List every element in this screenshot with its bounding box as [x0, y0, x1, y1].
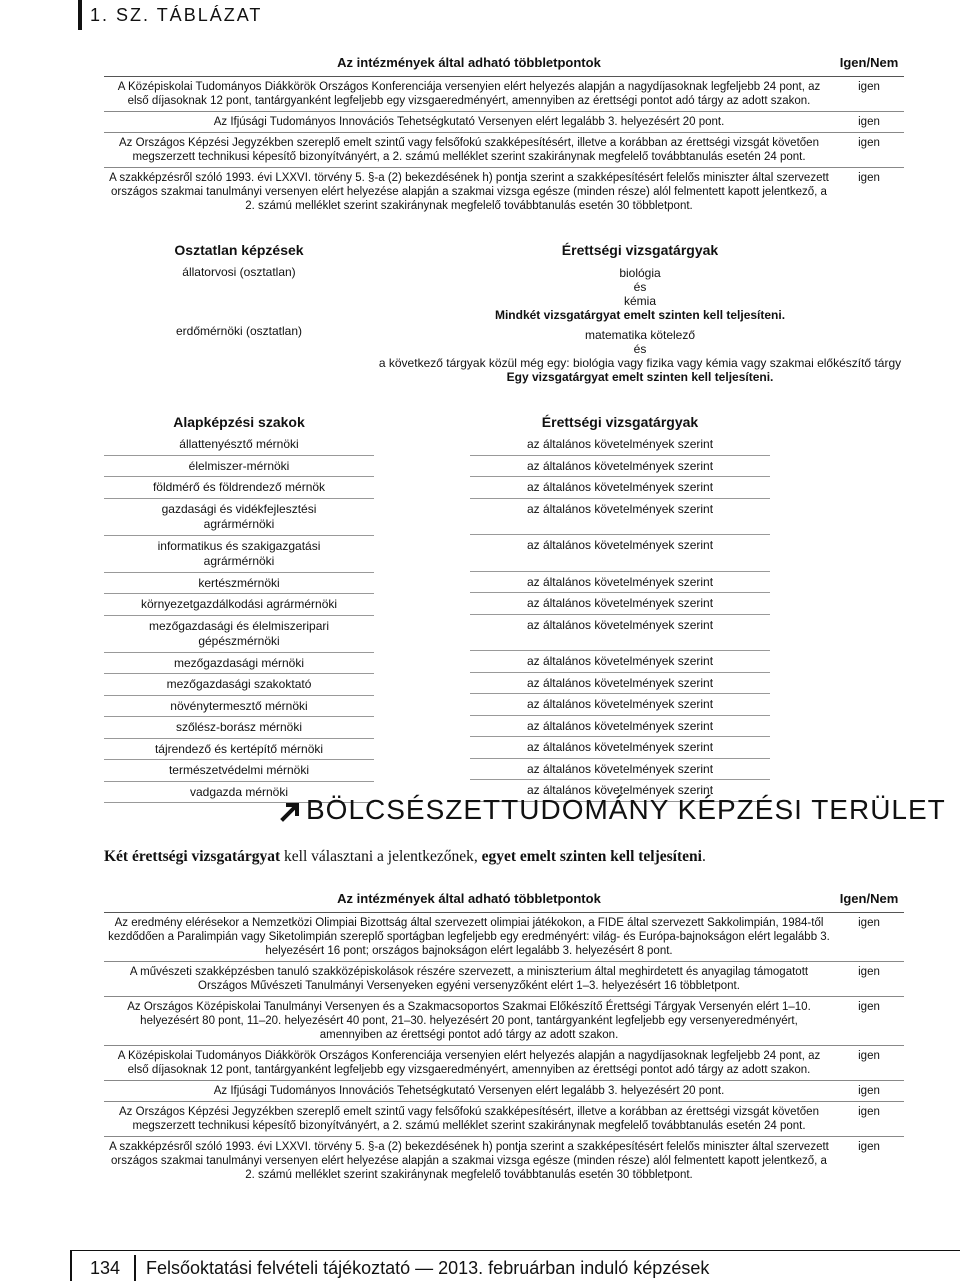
table-cell: Mindkét vizsgatárgyat emelt szinten kell teljesíteni.	[494, 308, 786, 322]
bonus-description: Az Ifjúsági Tudományos Innovációs Tehetségkutató Versenyen elért legalább 3. helyezésért 20 pont.	[104, 112, 834, 133]
table-row: erdőmérnöki (osztatlan)	[175, 323, 303, 338]
requirement-text: az általános követelmények szerint	[470, 737, 770, 759]
course-name: környezetgazdálkodási agrármérnöki	[104, 594, 374, 616]
table-cell: biológia	[619, 266, 661, 280]
intro-text: kell választani a jelentkezőnek,	[280, 848, 482, 865]
yes-no-value: igen	[834, 112, 904, 133]
footer-separator	[134, 1255, 136, 1281]
yes-no-value: igen	[834, 1046, 904, 1081]
footer-title: Felsőoktatási felvételi tájékoztató — 2013. februárban induló képzések	[146, 1258, 710, 1278]
table-header-desc: Az intézmények által adható többletpontok	[104, 56, 834, 77]
subjects-header: Érettségi vizsgatárgyak	[561, 242, 719, 258]
bonus-description: A szakképzésről szóló 1993. évi LXXVI. törvény 5. §-a (2) bekezdésének h) pontja szerint a szakképesítésért felelős miniszter által szervezett országos szakmai tanulmányi versenyen elért helyezése alapján a szakmai vizsga egésze (minden része) alól felmentett kapott jelentkező, a 2. számú melléklet szerint szakiránynak megfelelő továbbtanulás esetén 30 többletpont.	[104, 168, 834, 217]
alap-courses-column	[104, 412, 374, 803]
table-row: állatorvosi (osztatlan)	[182, 265, 296, 279]
alap-subjects-column	[470, 412, 770, 802]
course-name: vadgazda mérnöki	[104, 782, 374, 804]
bonus-description: Az Országos Középiskolai Tanulmányi Versenyen és a Szakmacsoportos Szakmai Előkészítő Érettségi Tárgyak Versenyén elért 1–10. helyezésért 80 pont, 11–20. helyezésért 40 pont, 21–30. helyezésért 20 pont, tantárgyanként legfeljebb egy versenyeredményért, amennyiben az érettségi pontot adó tárgy az adott szakon.	[104, 997, 834, 1046]
bonus-points-table-2	[104, 892, 904, 1185]
yes-no-value: igen	[858, 81, 880, 93]
table-row	[104, 77, 904, 112]
requirement-text: az általános követelmények szerint	[470, 694, 770, 716]
table-cell: és	[633, 342, 647, 356]
course-name: élelmiszer-mérnöki	[104, 456, 374, 478]
osztatlan-subjects-column	[370, 240, 910, 384]
footer-rule	[70, 1250, 960, 1251]
requirement-text: az általános követelmények szerint	[470, 477, 770, 499]
course-name: szőlész-borász mérnöki	[104, 717, 374, 739]
course-name: tájrendező és kertépítő mérnöki	[104, 739, 374, 761]
table-row	[104, 1081, 904, 1102]
table-row	[104, 168, 904, 217]
course-name: kertészmérnöki	[104, 573, 374, 595]
yes-no-value: igen	[858, 917, 880, 929]
requirement-text: az általános követelmények szerint	[470, 499, 770, 536]
chapter-marker	[78, 0, 82, 30]
course-name: informatikus és szakigazgatási agrármérnöki	[104, 536, 374, 573]
subjects-header: Érettségi vizsgatárgyak	[541, 414, 699, 430]
bonus-description: Az eredmény elérésekor a Nemzetközi Olimpiai Bizottság által szervezett olimpiai játékokon, a FIDE által szervezett Sakkolimpián, 1984-től kezdődően a Paralimpián vagy Siketolimpián szereplő sportágban legfeljebb egy eredményért: világ- és Európa-bajnokságon elért legalább 3. helyezésért 16 pont; országos bajnokságon elért legalább 3. helyezésért 8 pont.	[108, 917, 830, 957]
bonus-description: Az Ifjúsági Tudományos Innovációs Tehetségkutató Versenyen elért legalább 3. helyezésért 20 pont.	[104, 1081, 834, 1102]
table-cell: és	[633, 280, 647, 294]
yes-no-value: igen	[834, 1137, 904, 1186]
table-header-yn: Igen/Nem	[834, 892, 904, 913]
footer-marker	[70, 1250, 72, 1281]
bonus-description: Az Országos Képzési Jegyzékben szereplő emelt szintű vagy felsőfokú szakképesítésért, illetve a korábban az érettségi vizsgát követően megszerzett technikusi képesítő bizonyítványért, a 2. számú melléklet szerint szakiránynak megfelelő továbbtanulás esetén 24 pont.	[104, 1102, 834, 1137]
yes-no-value: igen	[834, 133, 904, 168]
table-cell: matematika kötelező	[584, 328, 696, 342]
table-row	[104, 133, 904, 168]
yes-no-value: igen	[834, 962, 904, 997]
intro-end: .	[701, 848, 706, 865]
yes-no-value: igen	[834, 1081, 904, 1102]
table-header-yn: Igen/Nem	[834, 56, 904, 77]
alap-header: Alapképzési szakok	[173, 414, 305, 430]
table-cell: Egy vizsgatárgyat emelt szinten kell teljesíteni.	[506, 370, 774, 384]
table-row	[104, 1102, 904, 1137]
bonus-description: A Középiskolai Tudományos Diákkörök Országos Konferenciája versenyien elért helyezés alapján a nagydíjasoknak legfeljebb 24 pont, az első díjasoknak 12 pont, tantárgyanként legfeljebb egy vizsgaeredményért, amennyiben az érettségi pontot adó tárgy az adott szakon.	[117, 81, 821, 107]
requirement-text: az általános követelmények szerint	[470, 759, 770, 781]
page-number: 134	[90, 1258, 121, 1278]
chapter-title: 1. SZ. TÁBLÁZAT	[90, 5, 263, 25]
table-cell: kémia	[623, 294, 656, 308]
course-name: mezőgazdasági szakoktató	[104, 674, 374, 696]
requirement-text: az általános követelmények szerint	[470, 593, 770, 615]
table-row	[104, 997, 904, 1046]
requirement-text: az általános követelmények szerint	[470, 615, 770, 652]
yes-no-value: igen	[834, 168, 904, 217]
section-intro	[104, 848, 904, 866]
requirement-text: az általános követelmények szerint	[470, 651, 770, 673]
requirement-text: az általános követelmények szerint	[470, 673, 770, 695]
table-row	[104, 112, 904, 133]
bonus-description: Az Országos Képzési Jegyzékben szereplő emelt szintű vagy felsőfokú szakképesítésért, illetve a korábban az érettségi vizsgát követően megszerzett technikusi képesítő bizonyítványért, a 2. számú melléklet szerint szakiránynak megfelelő továbbtanulás esetén 24 pont.	[104, 133, 834, 168]
arrow-up-right-icon	[280, 800, 302, 822]
requirement-text: az általános követelmények szerint	[470, 716, 770, 738]
requirement-text: az általános követelmények szerint	[470, 456, 770, 478]
intro-bold-1: Két érettségi vizsgatárgyat	[104, 848, 281, 865]
course-name: mezőgazdasági és élelmiszeripari gépészmérnöki	[104, 616, 374, 653]
yes-no-value: igen	[834, 1102, 904, 1137]
intro-bold-2: egyet emelt szinten kell teljesíteni	[481, 848, 702, 865]
bonus-points-table-1	[104, 56, 904, 216]
course-name: növénytermesztő mérnöki	[104, 696, 374, 718]
course-name: állattenyésztő mérnöki	[104, 434, 374, 456]
requirement-text: az általános követelmények szerint	[470, 572, 770, 594]
bonus-description: A művészeti szakképzésben tanuló szakközépiskolások részére szervezett, a miniszterium által meghirdetett és anyagilag támogatott Országos Művészeti Tanulmányi Versenyeken egyéni versenyzőként elért 1–3. helyezésért 16 többletpont.	[104, 962, 834, 997]
table-header-desc: Az intézmények által adható többletpontok	[104, 892, 834, 913]
course-name: gazdasági és vidékfejlesztési agrármérnöki	[104, 499, 374, 536]
yes-no-value: igen	[834, 997, 904, 1046]
course-name: mezőgazdasági mérnöki	[104, 653, 374, 675]
osztatlan-courses-column	[104, 240, 374, 341]
table-cell: a következő tárgyak közül még egy: biológia vagy fizika vagy kémia vagy szakmai előkészítő tárgy	[378, 356, 902, 370]
table-row	[104, 1046, 904, 1081]
course-name: természetvédelmi mérnöki	[104, 760, 374, 782]
course-name: földmérő és földrendező mérnök	[104, 477, 374, 499]
section-title: BÖLCSÉSZETTUDOMÁNY KÉPZÉSI TERÜLET	[306, 794, 946, 825]
bonus-description: A szakképzésről szóló 1993. évi LXXVI. törvény 5. §-a (2) bekezdésének h) pontja szerint a szakképesítésért felelős miniszter által szervezett országos szakmai tanulmányi versenyen elért helyezése alapján a szakmai vizsga egésze (minden része) alól felmentett kapott jelentkező, a 2. számú melléklet szerint szakiránynak megfelelő továbbtanulás esetén 30 többletpont.	[104, 1137, 834, 1186]
table-row	[104, 1137, 904, 1186]
osztatlan-header: Osztatlan képzések	[174, 242, 304, 258]
table-row	[104, 913, 904, 962]
table-row	[104, 962, 904, 997]
requirement-text: az általános követelmények szerint	[470, 535, 770, 572]
bonus-description: A Középiskolai Tudományos Diákkörök Országos Konferenciája versenyien elért helyezés alapján a nagydíjasoknak legfeljebb 24 pont, az első díjasoknak 12 pont, tantárgyanként legfeljebb egy vizsgaeredményért, amennyiben az érettségi pontot adó tárgy az adott szakon.	[104, 1046, 834, 1081]
requirement-text: az általános követelmények szerint	[470, 780, 770, 802]
requirement-text: az általános követelmények szerint	[470, 434, 770, 456]
